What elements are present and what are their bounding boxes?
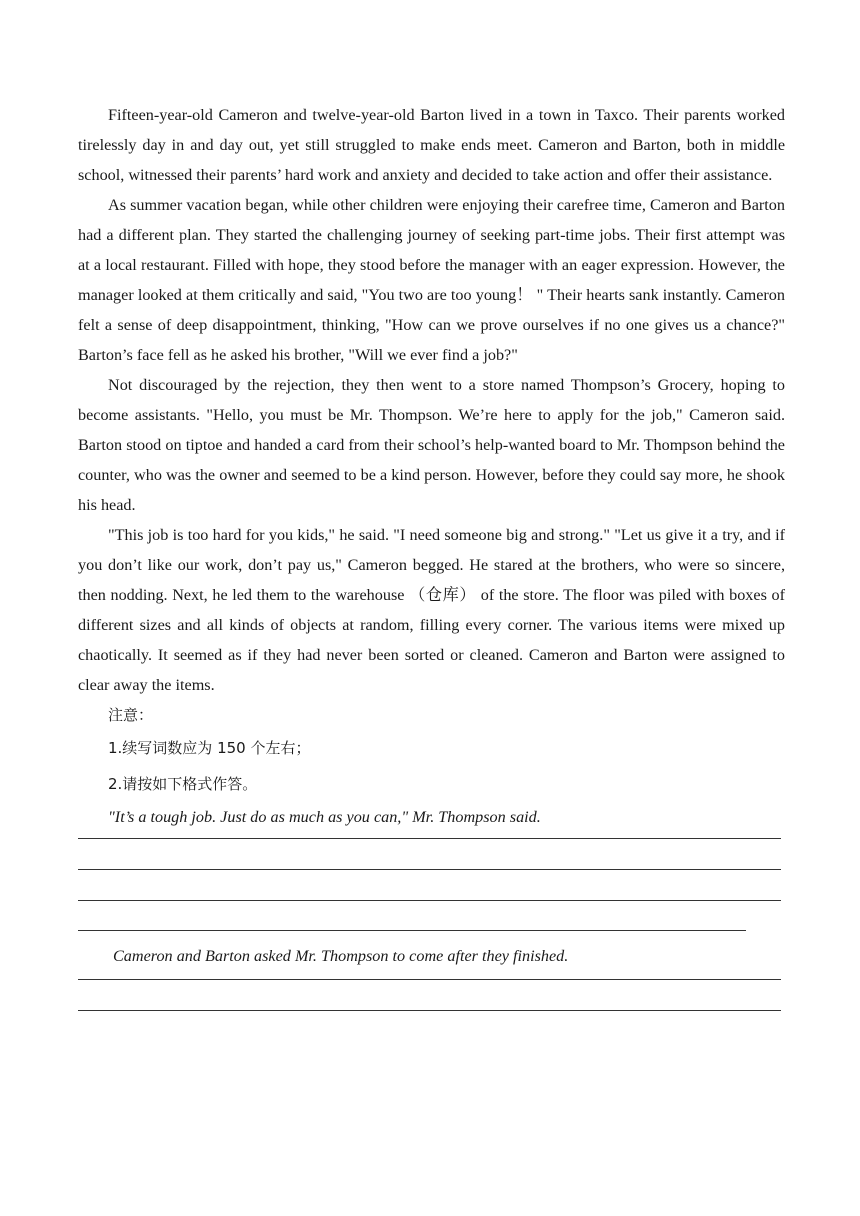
answer-line[interactable] xyxy=(78,869,781,870)
answer-line[interactable] xyxy=(78,838,781,839)
continuation-prompt-2: Cameron and Barton asked Mr. Thompson to come after they finished. xyxy=(113,947,569,965)
answer-line[interactable] xyxy=(78,930,746,931)
answer-line[interactable] xyxy=(78,1010,781,1011)
document-body xyxy=(78,100,785,1011)
note-item-1: 1.续写词数应为 150 个左右； xyxy=(108,739,311,757)
answer-line[interactable] xyxy=(78,900,781,901)
paragraph-4: "This job is too hard for you kids," he said. "I need someone big and strong." "Let us give it a try, and if you don’t like our work, don’t pay us," Cameron begged. He stared at the brothers, who were so sincere, then nodding. Next, he led them to the warehouse （仓库） of the store. The floor was piled with boxes of different sizes and all kinds of objects at random, filling every corner. The various items were mixed up chaotically. It seemed as if they had never been sorted or cleaned. Cameron and Barton were assigned to clear away the items. xyxy=(78,526,785,694)
paragraph-2: As summer vacation began, while other children were enjoying their carefree time, Cameron and Barton had a different plan. They started the challenging journey of seeking part-time jobs. Their first attempt was at a local restaurant. Filled with hope, they stood before the manager with an eager expression. However, the manager looked at them critically and said, "You two are too young！ " Their hearts sank instantly. Cameron felt a sense of deep disappointment, thinking, "How can we prove ourselves if no one gives us a chance?" Barton’s face fell as he asked his brother, "Will we ever find a job?" xyxy=(78,196,785,364)
answer-line[interactable] xyxy=(78,979,781,980)
paragraph-1: Fifteen-year-old Cameron and twelve-year-old Barton lived in a town in Taxco. Their parents worked tirelessly day in and day out, yet still struggled to make ends meet. Cameron and Barton, both in middle school, witnessed their parents’ hard work and anxiety and decided to take action and offer their assistance. xyxy=(78,106,785,184)
notes-heading: 注意： xyxy=(108,706,154,724)
paragraph-3: Not discouraged by the rejection, they then went to a store named Thompson’s Grocery, hoping to become assistants. "Hello, you must be Mr. Thompson. We’re here to apply for the job," Cameron said. Barton stood on tiptoe and handed a card from their school’s help-wanted board to Mr. Thompson behind the counter, who was the owner and seemed to be a kind person. However, before they could say more, he shook his head. xyxy=(78,376,785,514)
note-item-2: 2.请按如下格式作答。 xyxy=(108,775,258,793)
continuation-prompt-1: "It’s a tough job. Just do as much as you can," Mr. Thompson said. xyxy=(108,808,541,826)
